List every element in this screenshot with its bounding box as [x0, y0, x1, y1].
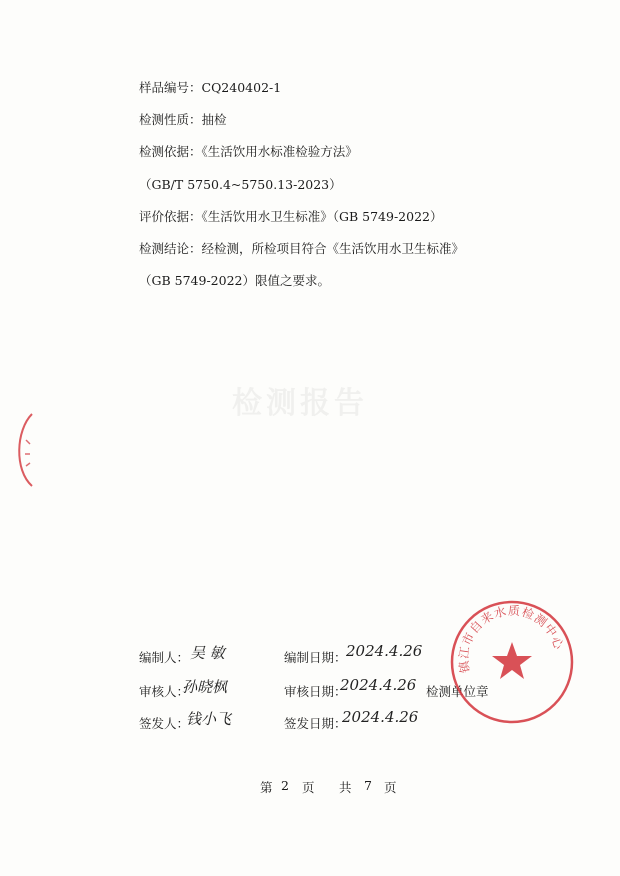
issue-date-label: 签发日期： [284, 716, 347, 731]
compile-date: 2024.4.26 [346, 642, 423, 660]
review-date: 2024.4.26 [340, 676, 417, 694]
test-conclusion: 检测结论：经检测，所检项目符合《生活饮用水卫生标准》 [139, 241, 465, 256]
issuer-label: 签发人： [139, 716, 190, 731]
evaluation-basis: 评价依据：《生活饮用水卫生标准》（GB 5749-2022） [139, 209, 443, 224]
watermark-text: 检测报告 [232, 386, 368, 421]
compiler-label: 编制人： [139, 650, 190, 665]
test-basis-standard: （GB/T 5750.4~5750.13-2023） [139, 177, 342, 192]
page-unit: 页 [302, 780, 315, 795]
partial-stamp-icon [8, 410, 38, 490]
svg-text:镇江市自来水质检测中心: 镇江市自来水质检测中心 [456, 603, 567, 674]
reviewer-label: 审核人： [139, 684, 190, 699]
page-number: 2 [281, 778, 289, 793]
unit-seal-label: 检测单位章 [426, 684, 489, 699]
issue-date: 2024.4.26 [342, 708, 419, 726]
issuer-signature: 钱小飞 [186, 710, 232, 728]
total-prefix: 共 [339, 780, 352, 795]
total-pages: 7 [364, 778, 372, 793]
official-seal-icon [448, 598, 576, 726]
total-unit: 页 [384, 780, 397, 795]
test-basis: 检测依据：《生活饮用水标准检验方法》 [139, 144, 358, 159]
test-nature: 检测性质：抽检 [139, 112, 227, 127]
page-prefix: 第 [260, 780, 273, 795]
review-date-label: 审核日期： [284, 684, 347, 699]
test-conclusion-continued: （GB 5749-2022）限值之要求。 [139, 273, 330, 288]
sample-number: 样品编号：CQ240402-1 [139, 80, 282, 95]
reviewer-signature: 孙晓枫 [182, 678, 228, 696]
compiler-signature: 吴 敏 [190, 644, 225, 662]
compile-date-label: 编制日期： [284, 650, 347, 665]
